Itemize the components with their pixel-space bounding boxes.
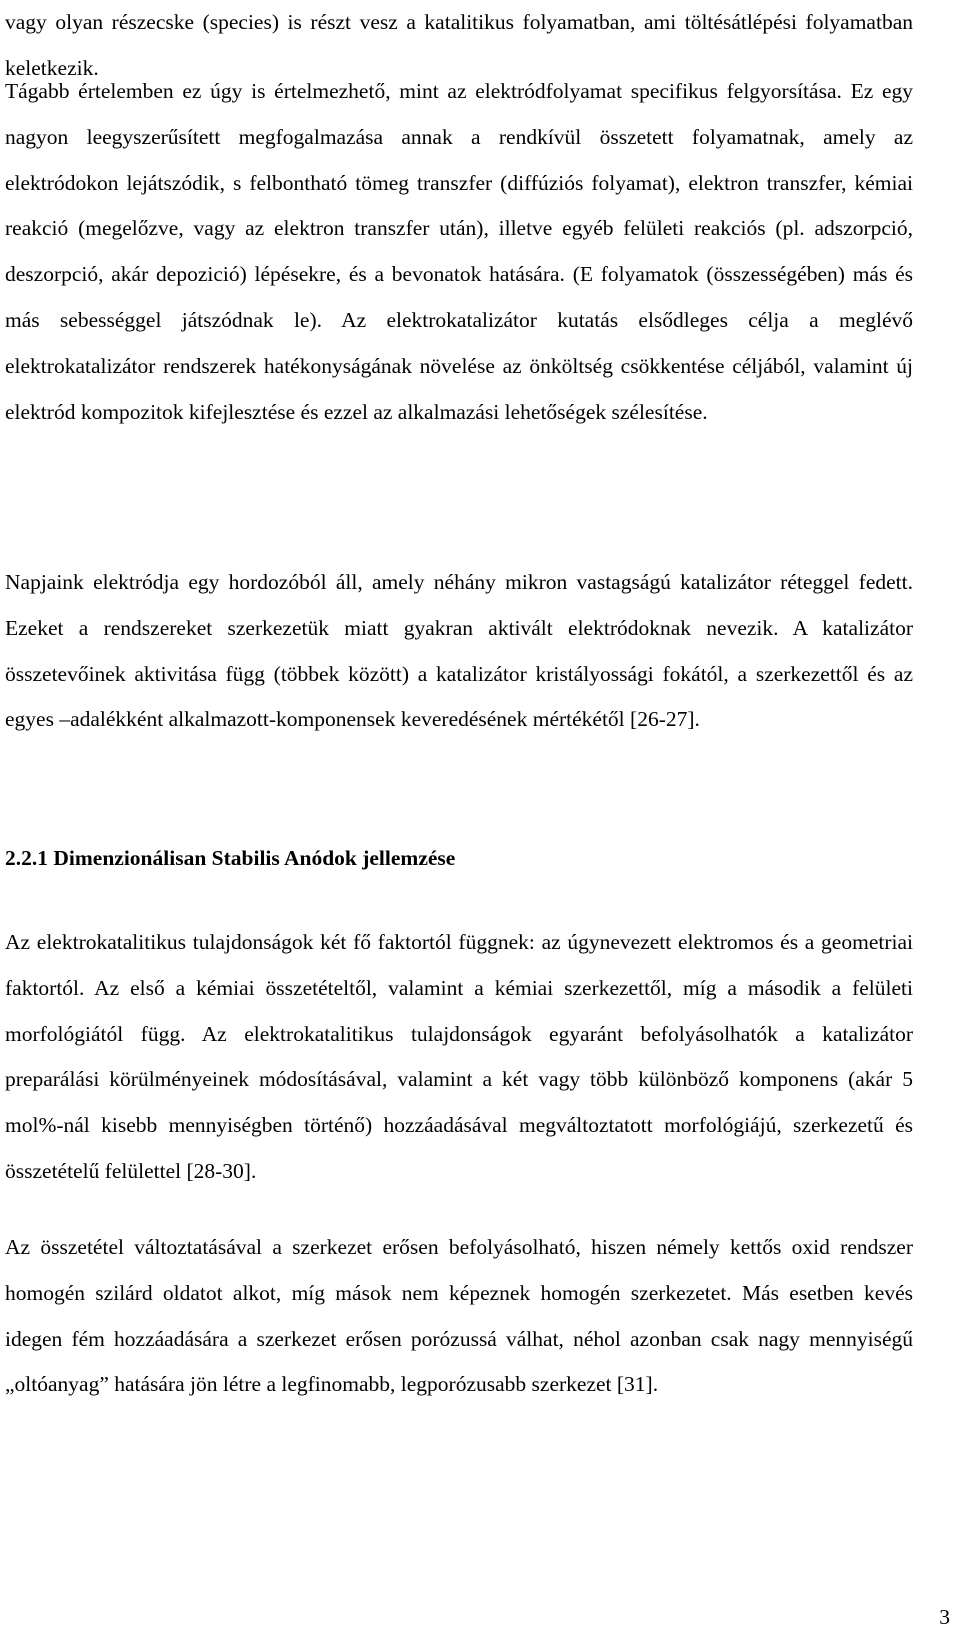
page-number: 3 (939, 1605, 950, 1629)
section-heading: 2.2.1 Dimenzionálisan Stabilis Anódok jellemzése (5, 846, 456, 870)
paragraph-intro-continuation: vagy olyan részecske (species) is részt vesz a katalitikus folyamatban, ami töltésátlépési folyamatban keletkezik. (5, 10, 913, 80)
paragraph-modern-electrodes: Napjaink elektródja egy hordozóból áll, amely néhány mikron vastagságú katalizátor réteggel fedett. Ezeket a rendszereket szerkezetük miatt gyakran aktivált elektródoknak nevezik. A katalizátor összetevőinek aktivitása függ (többek között) a katalizátor kristályossági fokától, a szerkezettől és az egyes –adalékként alkalmazott-komponensek keveredésének mértékétől [26-27]. (5, 570, 913, 732)
paragraph-electrocatalytic-properties: Az elektrokatalitikus tulajdonságok két fő faktortól függnek: az úgynevezett elektromos és a geometriai faktortól. Az első a kémiai összetételtől, valamint a kémiai szerkezettől, míg a második a felületi morfológiától függ. Az elektrokatalitikus tulajdonságok egyaránt befolyásolhatók a katalizátor preparálási körülményeinek módosításával, valamint a két vagy több különböző komponens (akár 5 mol%-nál kisebb mennyiségben történő) hozzáadásával megváltoztatott morfológiájú, szerkezetű és összetételű felülettel [28-30]. (5, 930, 913, 1183)
paragraph-electrocatalysis-definition: Tágabb értelemben ez úgy is értelmezhető, mint az elektródfolyamat specifikus felgyorsítása. Ez egy nagyon leegyszerűsített megfogalmazása annak a rendkívül összetett folyamatnak, amely az elektródokon lejátszódik, s felbontható tömeg transzfer (diffúziós folyamat), elektron transzfer, kémiai reakció (megelőzve, vagy az elektron transzfer után), illetve egyéb felületi reakciós (pl. adszorpció, deszorpció, akár depozició) lépésekre, és a bevonatok hatására. (E folyamatok (összességében) más és más sebességgel játszódnak le). Az elektrokatalizátor kutatás elsődleges célja a meglévő elektrokatalizátor rendszerek hatékonyságának növelése az önköltség csökkentése céljából, valamint új elektród kompozitok kifejlesztése és ezzel az alkalmazási lehetőségek szélesítése. (5, 79, 913, 424)
paragraph-composition-structure: Az összetétel változtatásával a szerkezet erősen befolyásolható, hiszen némely kettős oxid rendszer homogén szilárd oldatot alkot, míg mások nem képeznek homogén szerkezetet. Más esetben kevés idegen fém hozzáadására a szerkezet erősen porózussá válhat, néhol azonban csak nagy mennyiségű „oltóanyag” hatására jön létre a legfinomabb, legporózusabb szerkezet [31]. (5, 1235, 913, 1397)
